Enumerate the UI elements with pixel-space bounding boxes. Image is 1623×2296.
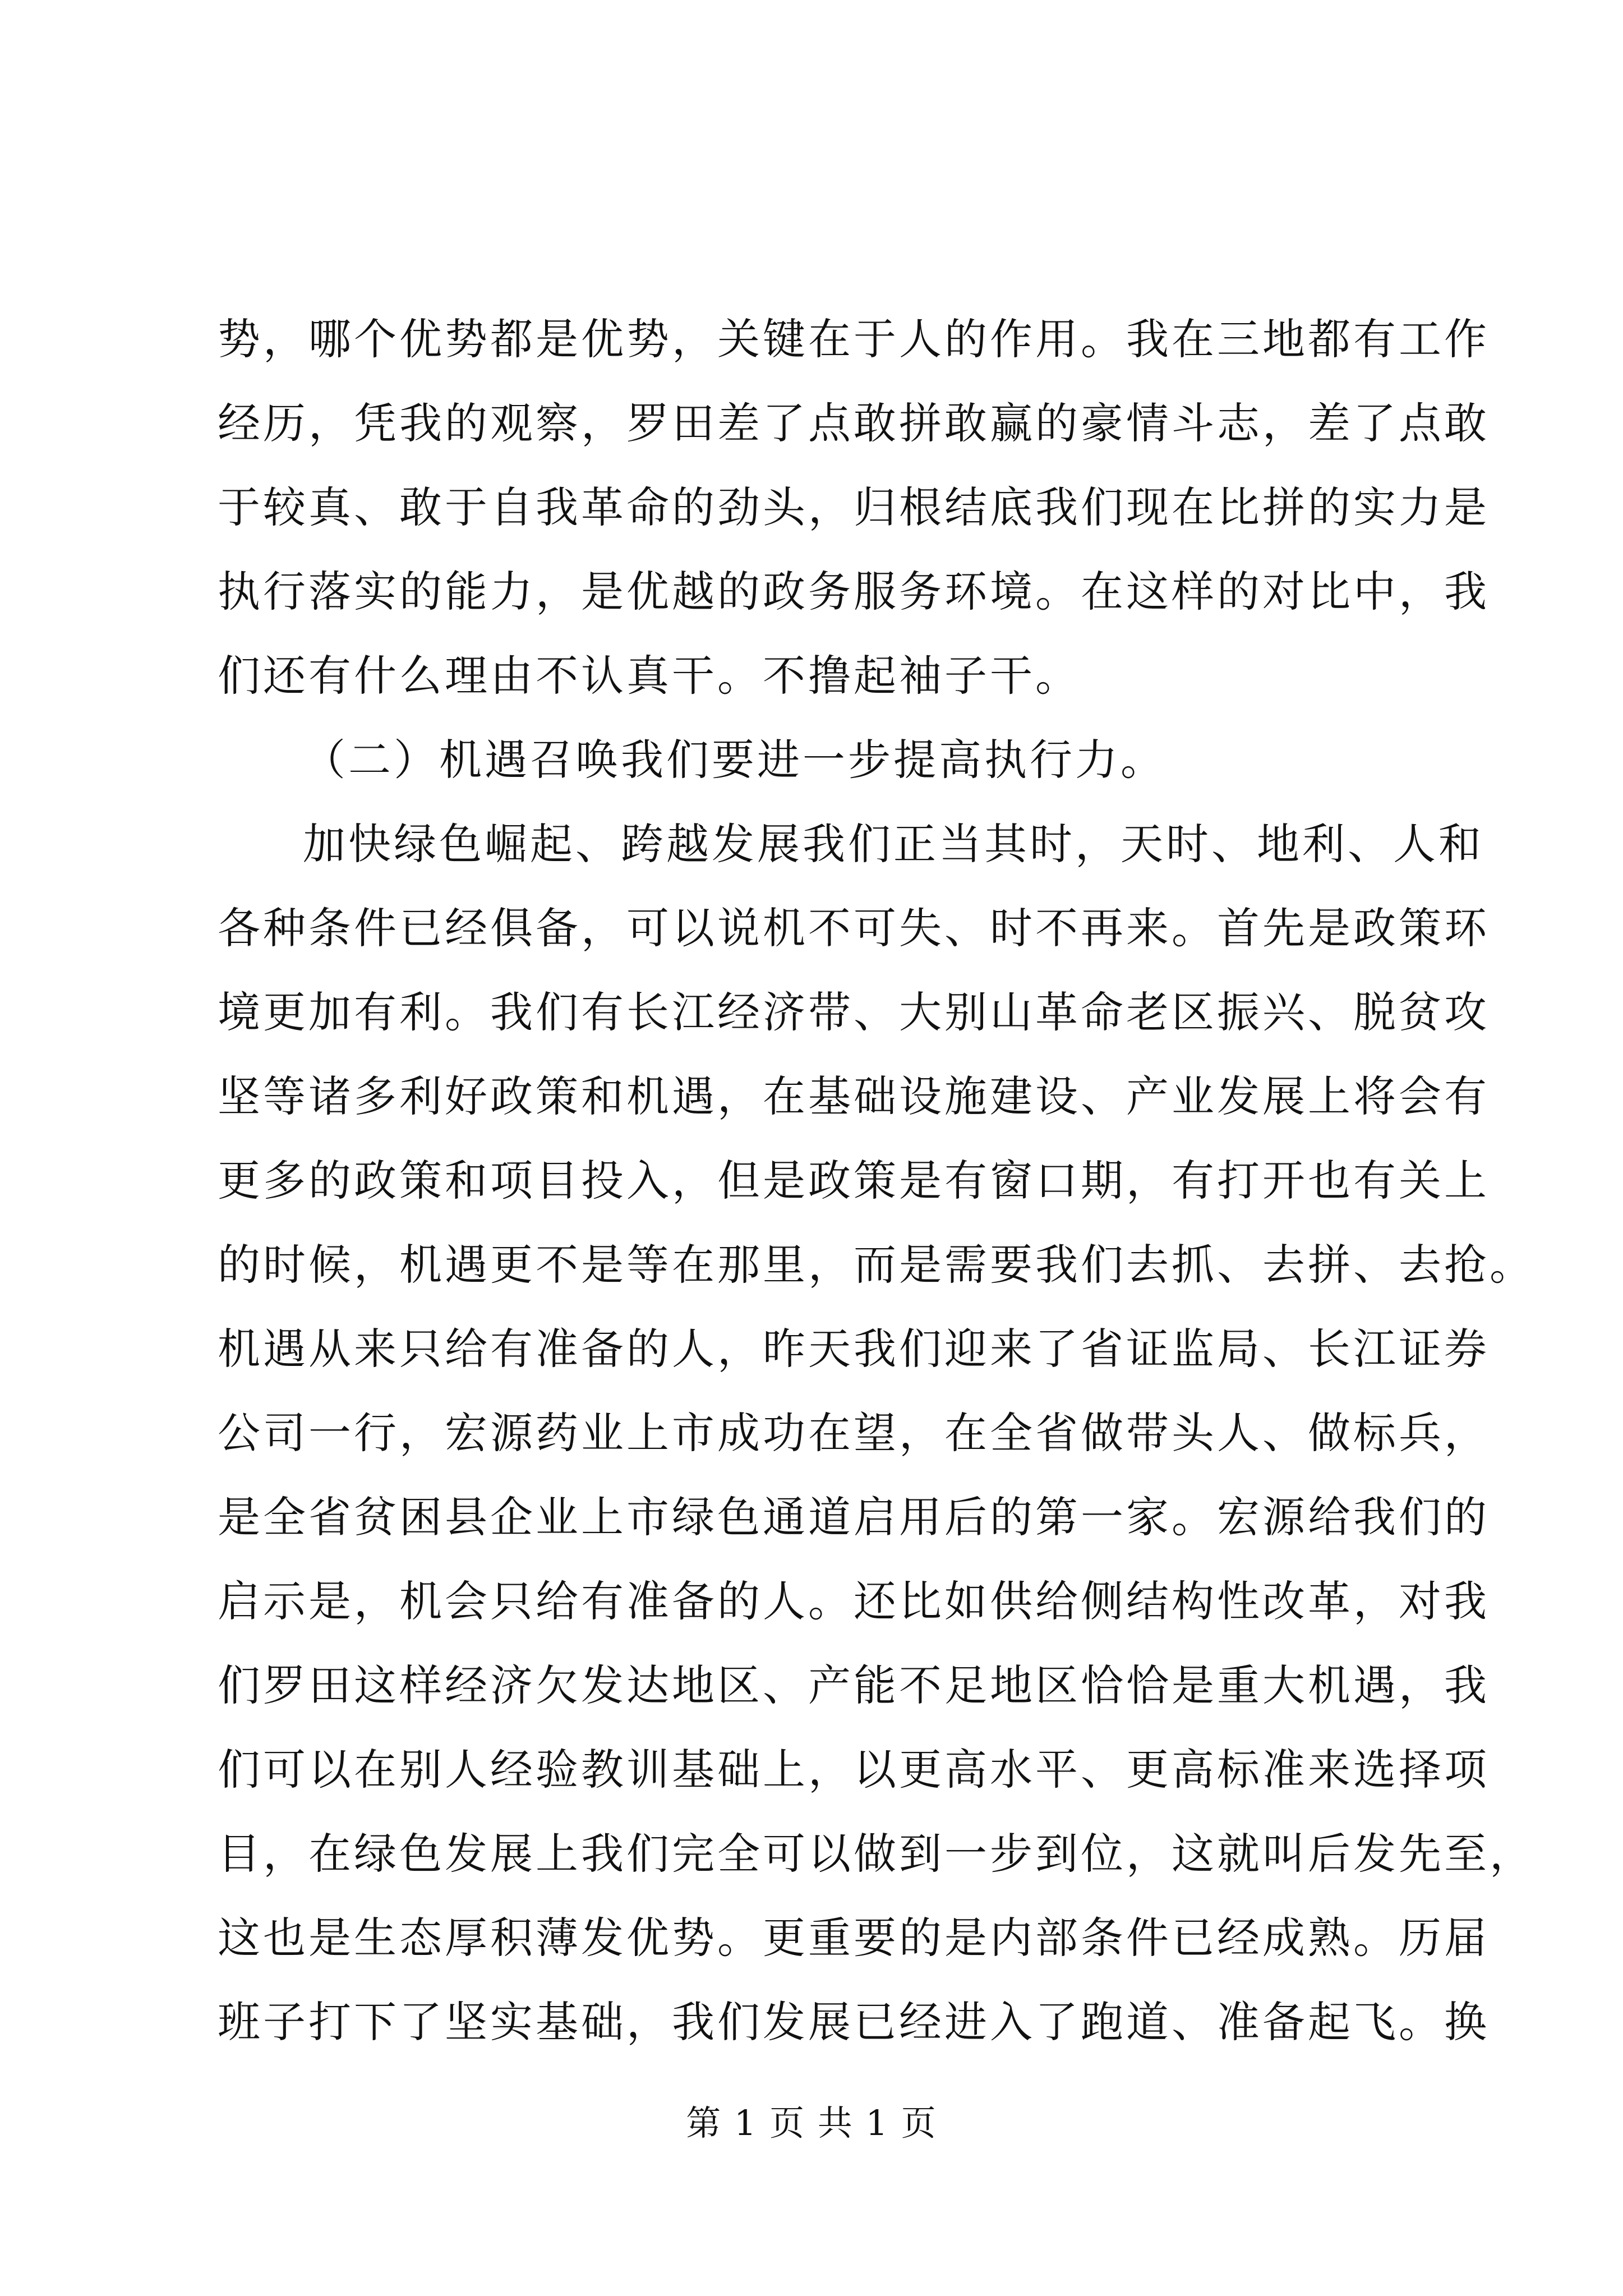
text-line: 执行落实的能力，是优越的政务服务环境。在这样的对比中，我 <box>218 567 1490 616</box>
text-line: 坚等诸多利好政策和机遇，在基础设施建设、产业发展上将会有 <box>218 1071 1490 1121</box>
text-line: 机遇从来只给有准备的人，昨天我们迎来了省证监局、长江证券 <box>218 1324 1490 1374</box>
text-line: 们可以在别人经验教训基础上，以更高水平、更高标准来选择项 <box>218 1745 1490 1795</box>
text-line: 目，在绿色发展上我们完全可以做到一步到位，这就叫后发先至， <box>218 1829 1535 1879</box>
text-line: 更多的政策和项目投入，但是政策是有窗口期，有打开也有关上 <box>218 1156 1490 1205</box>
text-line: 势，哪个优势都是优势，关键在于人的作用。我在三地都有工作 <box>218 314 1490 364</box>
page-footer: 第 1 页 共 1 页 <box>686 2102 937 2143</box>
text-line: 于较真、敢于自我革命的劲头，归根结底我们现在比拼的实力是 <box>218 482 1490 532</box>
text-line: 们还有什么理由不认真干。不撸起袖子干。 <box>218 651 1081 701</box>
text-line: 公司一行，宏源药业上市成功在望，在全省做带头人、做标兵， <box>218 1408 1490 1458</box>
text-line: 的时候，机遇更不是等在那里，而是需要我们去抓、去拼、去抢。 <box>218 1240 1535 1290</box>
text-line: 各种条件已经俱备，可以说机不可失、时不再来。首先是政策环 <box>218 903 1490 953</box>
paragraph-first-line: 加快绿色崛起、跨越发展我们正当其时，天时、地利、人和 <box>303 819 1484 869</box>
document-body <box>218 297 1535 2064</box>
text-line: 们罗田这样经济欠发达地区、产能不足地区恰恰是重大机遇，我 <box>218 1660 1490 1710</box>
section-heading: （二）机遇召唤我们要进一步提高执行力。 <box>303 735 1166 785</box>
text-line: 境更加有利。我们有长江经济带、大别山革命老区振兴、脱贫攻 <box>218 987 1490 1037</box>
text-line: 启示是，机会只给有准备的人。还比如供给侧结构性改革，对我 <box>218 1576 1490 1626</box>
text-line: 班子打下了坚实基础，我们发展已经进入了跑道、准备起飞。换 <box>218 1997 1490 2047</box>
text-line: 这也是生态厚积薄发优势。更重要的是内部条件已经成熟。历届 <box>218 1913 1490 1963</box>
text-line: 经历，凭我的观察，罗田差了点敢拼敢赢的豪情斗志，差了点敢 <box>218 398 1490 448</box>
text-line: 是全省贫困县企业上市绿色通道启用后的第一家。宏源给我们的 <box>218 1492 1490 1542</box>
